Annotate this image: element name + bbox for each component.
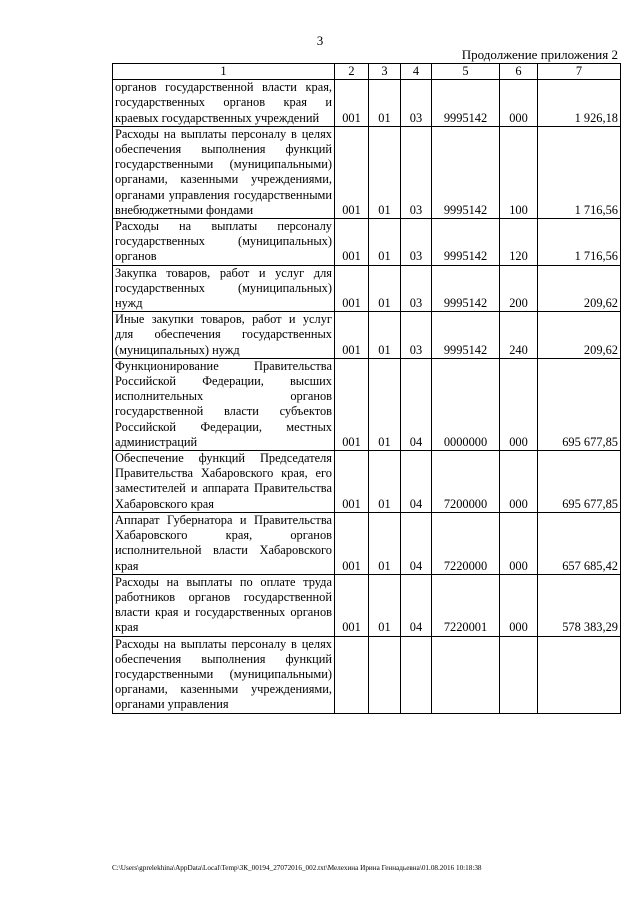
column-header: 2 (335, 64, 369, 80)
expense-name: Расходы на выплаты по оплате труда работников органов государственной власти края и государственных органов края (113, 574, 335, 636)
expense-name: Иные закупки товаров, работ и услуг для обеспечения государственных (муниципальных) нужд (113, 312, 335, 359)
ministry-code: 001 (335, 219, 369, 266)
section-code: 01 (369, 219, 401, 266)
ministry-code: 001 (335, 265, 369, 312)
expense-type-code: 200 (500, 265, 538, 312)
target-article-code: 9995142 (432, 126, 500, 218)
subsection-code: 03 (401, 80, 432, 127)
subsection-code: 03 (401, 126, 432, 218)
expense-name: органов государственной власти края, государственных органов края и краевых государственных учреждений (113, 80, 335, 127)
expense-type-code: 120 (500, 219, 538, 266)
expense-type-code: 000 (500, 80, 538, 127)
table-row (113, 512, 621, 574)
section-code: 01 (369, 80, 401, 127)
target-article-code: 9995142 (432, 265, 500, 312)
target-article-code (432, 636, 500, 713)
expense-name: Обеспечение функций Председателя Правительства Хабаровского края, его заместителей и аппарата Правительства Хабаровского края (113, 451, 335, 513)
amount: 695 677,85 (538, 451, 621, 513)
expense-name: Аппарат Губернатора и Правительства Хабаровского края, органов исполнительной власти Хабаровского края (113, 512, 335, 574)
section-code: 01 (369, 574, 401, 636)
expense-type-code: 240 (500, 312, 538, 359)
column-header: 6 (500, 64, 538, 80)
amount: 578 383,29 (538, 574, 621, 636)
ministry-code: 001 (335, 312, 369, 359)
target-article-code: 7200000 (432, 451, 500, 513)
section-code: 01 (369, 126, 401, 218)
column-header: 4 (401, 64, 432, 80)
table-row (113, 312, 621, 359)
section-code: 01 (369, 265, 401, 312)
table-row (113, 219, 621, 266)
ministry-code: 001 (335, 512, 369, 574)
amount: 209,62 (538, 312, 621, 359)
expense-type-code: 000 (500, 512, 538, 574)
section-code (369, 636, 401, 713)
section-code: 01 (369, 312, 401, 359)
table-row (113, 636, 621, 713)
expense-name: Функционирование Правительства Российской Федерации, высших исполнительных органов государственной власти субъектов Российской Федерации, местных администраций (113, 358, 335, 450)
amount: 1 716,56 (538, 126, 621, 218)
amount: 657 685,42 (538, 512, 621, 574)
target-article-code: 0000000 (432, 358, 500, 450)
ministry-code: 001 (335, 80, 369, 127)
column-header: 7 (538, 64, 621, 80)
table-row (113, 126, 621, 218)
target-article-code: 7220001 (432, 574, 500, 636)
table-row (113, 574, 621, 636)
subsection-code (401, 636, 432, 713)
section-code: 01 (369, 451, 401, 513)
footer-file-path: C:\Users\gprelekhina\AppData\Local\Temp\ЗК_00194_27072016_002.txt\Мелехина Ирина Геннадьевна\01.08.2016 10:18:38 (112, 864, 482, 872)
subsection-code: 04 (401, 451, 432, 513)
expense-name: Расходы на выплаты персоналу в целях обеспечения выполнения функций государственными (муниципальными) органами, казенными учреждениями, органами управления (113, 636, 335, 713)
header-row (113, 64, 621, 80)
target-article-code: 7220000 (432, 512, 500, 574)
section-code: 01 (369, 512, 401, 574)
column-header: 5 (432, 64, 500, 80)
subsection-code: 03 (401, 265, 432, 312)
target-article-code: 9995142 (432, 312, 500, 359)
column-header: 3 (369, 64, 401, 80)
subsection-code: 04 (401, 574, 432, 636)
ministry-code: 001 (335, 126, 369, 218)
section-code: 01 (369, 358, 401, 450)
expense-name: Расходы на выплаты персоналу государственных (муниципальных) органов (113, 219, 335, 266)
target-article-code: 9995142 (432, 219, 500, 266)
ministry-code (335, 636, 369, 713)
expense-type-code: 100 (500, 126, 538, 218)
continuation-label: Продолжение приложения 2 (461, 47, 618, 62)
table-row (113, 358, 621, 450)
amount: 1 716,56 (538, 219, 621, 266)
expense-name: Расходы на выплаты персоналу в целях обеспечения выполнения функций государственными (муниципальными) органами, казенными учреждениями, органами управления государственными внебюджетными фондами (113, 126, 335, 218)
expense-name: Закупка товаров, работ и услуг для государственных (муниципальных) нужд (113, 265, 335, 312)
table-row (113, 80, 621, 127)
target-article-code: 9995142 (432, 80, 500, 127)
subsection-code: 03 (401, 219, 432, 266)
amount (538, 636, 621, 713)
subsection-code: 04 (401, 512, 432, 574)
expense-type-code: 000 (500, 451, 538, 513)
amount: 695 677,85 (538, 358, 621, 450)
table-row (113, 265, 621, 312)
expense-type-code (500, 636, 538, 713)
budget-table (112, 63, 621, 714)
table-row (113, 451, 621, 513)
subsection-code: 04 (401, 358, 432, 450)
expense-type-code: 000 (500, 574, 538, 636)
page-number: 3 (316, 33, 324, 48)
amount: 1 926,18 (538, 80, 621, 127)
subsection-code: 03 (401, 312, 432, 359)
column-header: 1 (113, 64, 335, 80)
ministry-code: 001 (335, 451, 369, 513)
ministry-code: 001 (335, 574, 369, 636)
amount: 209,62 (538, 265, 621, 312)
expense-type-code: 000 (500, 358, 538, 450)
ministry-code: 001 (335, 358, 369, 450)
